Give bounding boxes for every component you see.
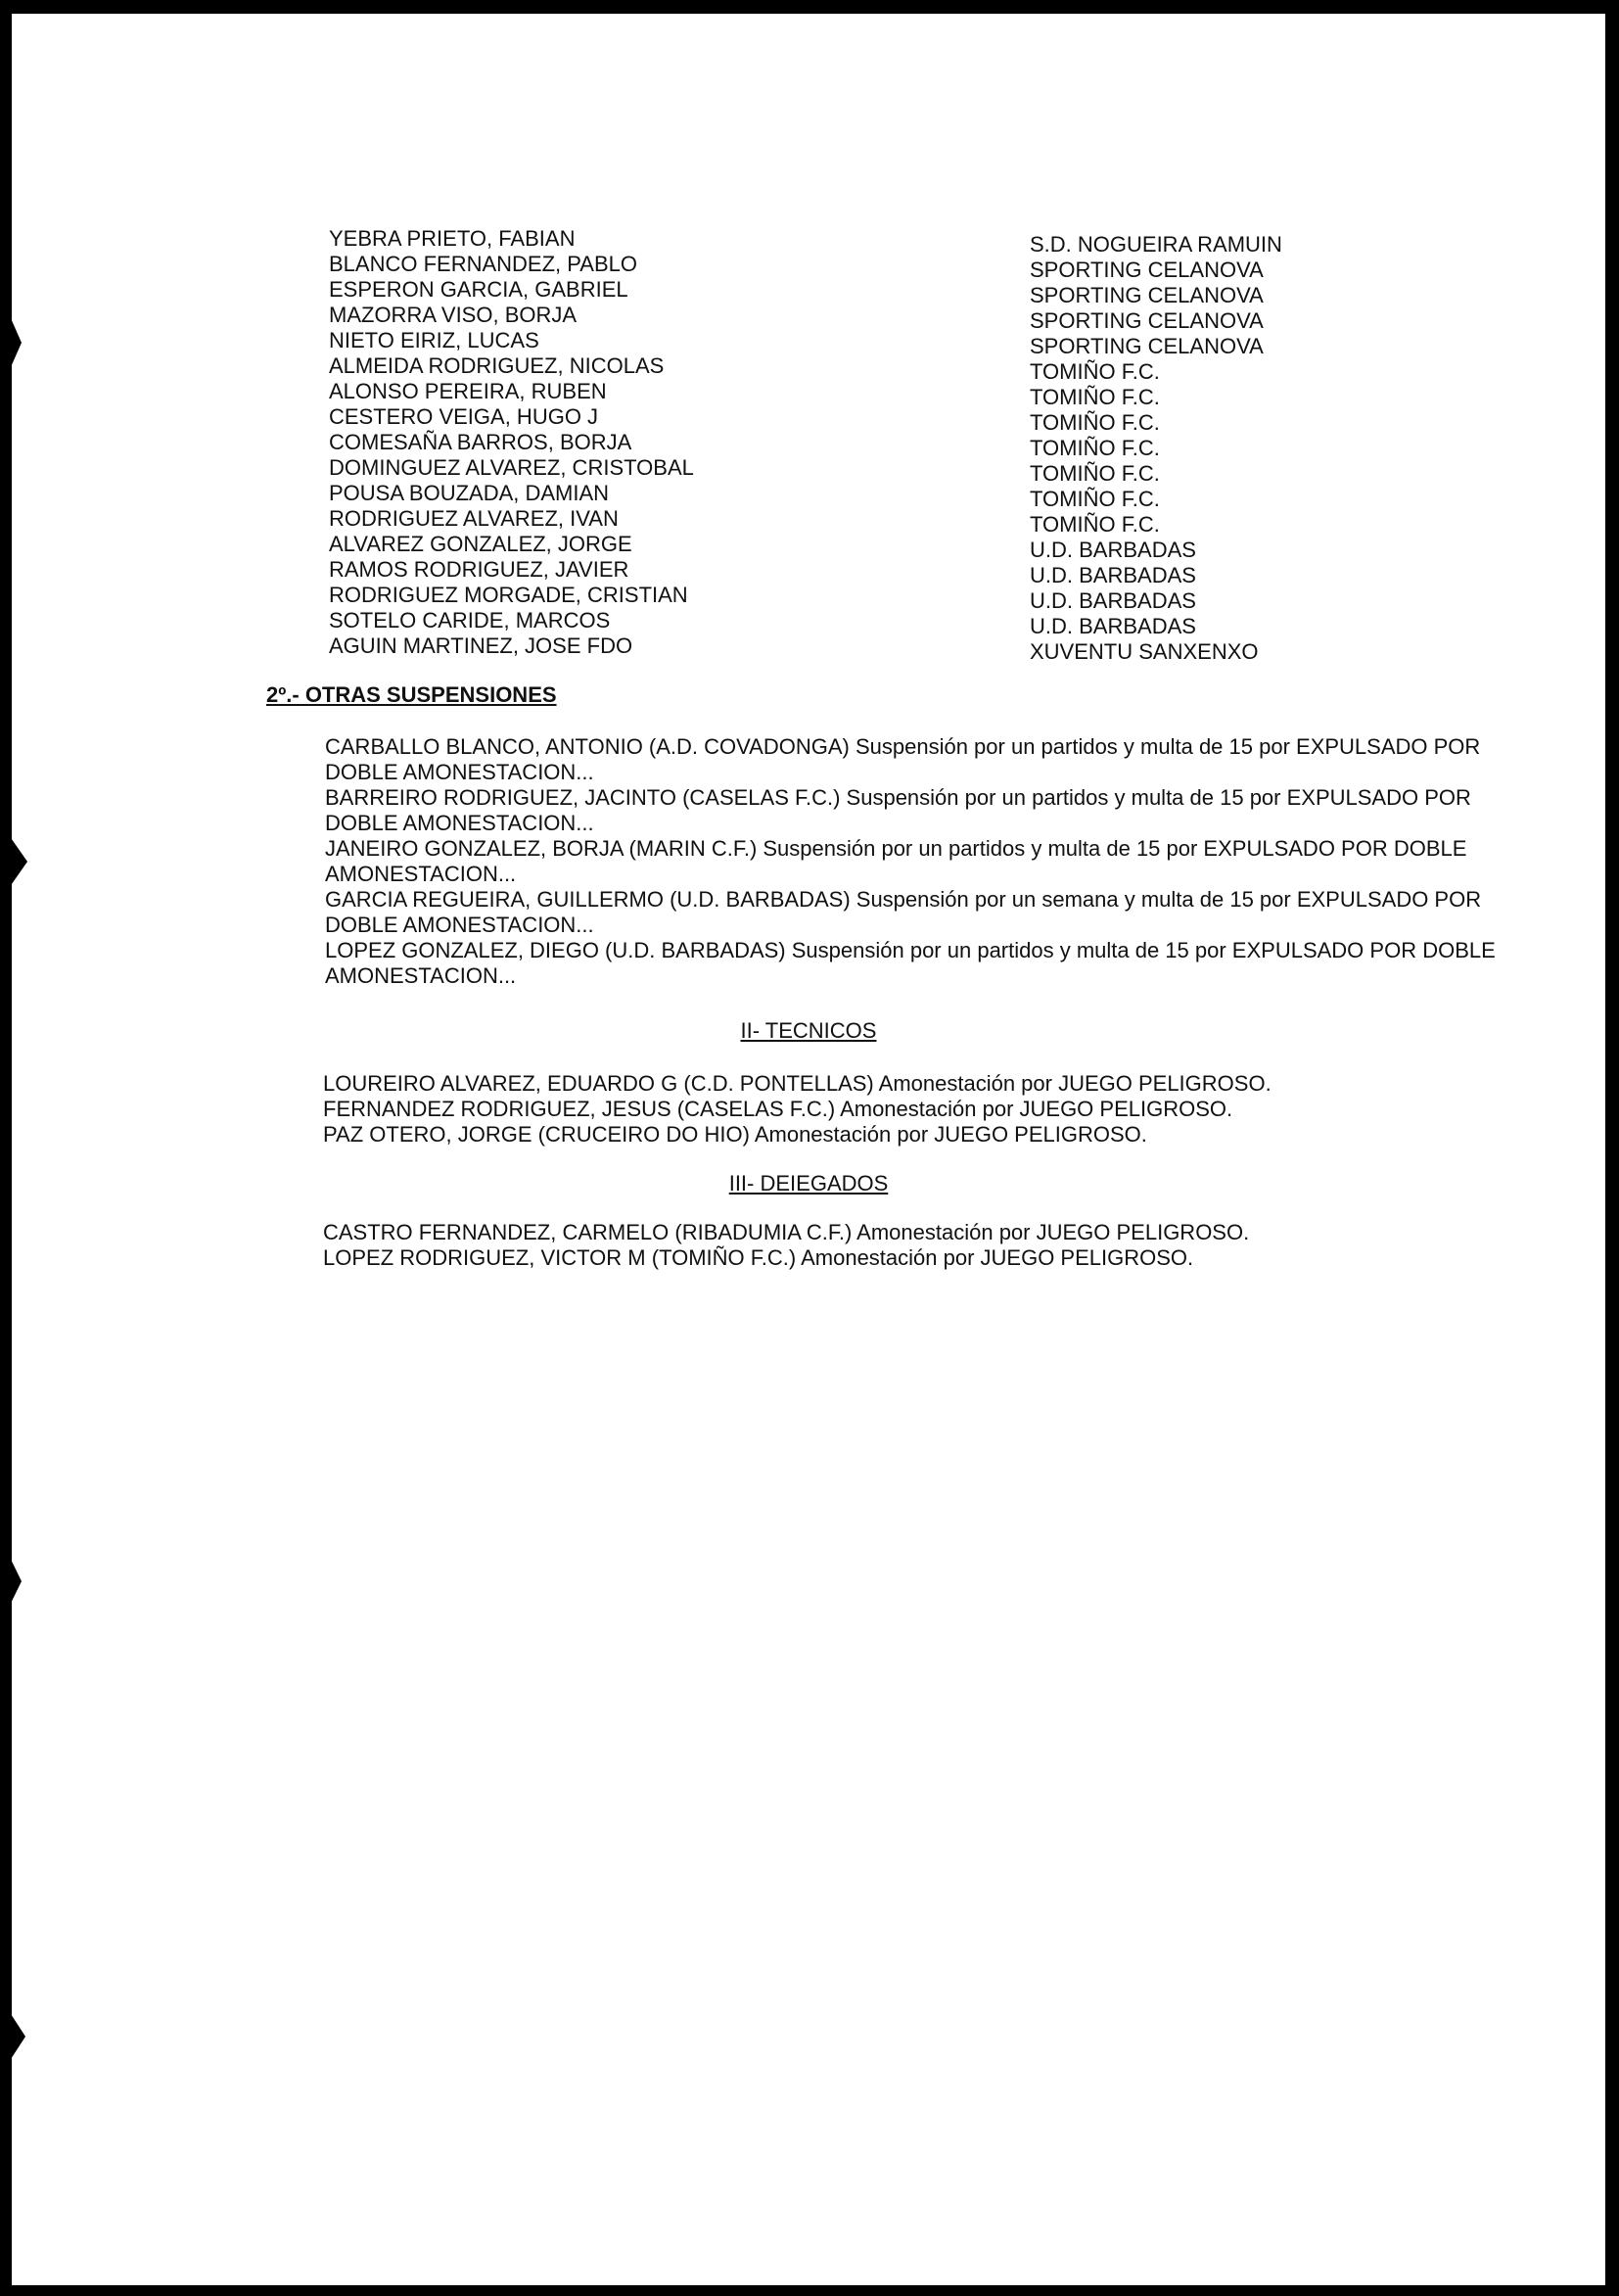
player-name: YEBRA PRIETO, FABIAN: [329, 226, 576, 251]
player-club: TOMIÑO F.C.: [1030, 359, 1160, 384]
player-club: TOMIÑO F.C.: [1030, 487, 1160, 511]
delegados-list: [323, 1220, 1249, 1271]
scan-edge-notch: [0, 294, 22, 392]
suspension-entry: GARCIA REGUEIRA, GUILLERMO (U.D. BARBADAS) Suspensión por un semana y multa de 15 por EXPULSADO POR DOBLE AMONESTACION...: [325, 887, 1482, 937]
player-name: SOTELO CARIDE, MARCOS: [329, 608, 611, 633]
player-club-list: [1030, 232, 1282, 665]
player-club: SPORTING CELANOVA: [1030, 334, 1264, 358]
otras-suspensiones-heading: 2º.- OTRAS SUSPENSIONES: [266, 682, 557, 707]
tecnico-entry: PAZ OTERO, JORGE (CRUCEIRO DO HIO) Amonestación por JUEGO PELIGROSO.: [323, 1122, 1147, 1147]
player-name: RODRIGUEZ ALVAREZ, IVAN: [329, 506, 619, 531]
player-club: U.D. BARBADAS: [1030, 563, 1196, 587]
player-club: SPORTING CELANOVA: [1030, 258, 1264, 282]
player-club: TOMIÑO F.C.: [1030, 410, 1160, 435]
player-name: COMESAÑA BARROS, BORJA: [329, 430, 632, 454]
player-club: U.D. BARBADAS: [1030, 538, 1196, 562]
player-name: ALONSO PEREIRA, RUBEN: [329, 379, 607, 403]
player-club: S.D. NOGUEIRA RAMUIN: [1030, 232, 1282, 257]
player-name: RAMOS RODRIGUEZ, JAVIER: [329, 557, 629, 582]
tecnico-entry: LOUREIRO ALVAREZ, EDUARDO G (C.D. PONTELLAS) Amonestación por JUEGO PELIGROSO.: [323, 1071, 1272, 1096]
scan-edge-notch: [0, 1537, 22, 1625]
player-name: AGUIN MARTINEZ, JOSE FDO: [329, 633, 633, 658]
player-name: ALMEIDA RODRIGUEZ, NICOLAS: [329, 353, 665, 378]
suspension-entry: BARREIRO RODRIGUEZ, JACINTO (CASELAS F.C.) Suspensión por un partidos y multa de 15 por EXPULSADO POR DOBLE AMONESTACION...: [325, 785, 1471, 835]
player-name: CESTERO VEIGA, HUGO J: [329, 404, 599, 429]
player-name: RODRIGUEZ MORGADE, CRISTIAN: [329, 583, 688, 607]
suspension-entry: CARBALLO BLANCO, ANTONIO (A.D. COVADONGA) Suspensión por un partidos y multa de 15 por EXPULSADO POR DOBLE AMONESTACION...: [325, 734, 1481, 784]
suspension-entry: JANEIRO GONZALEZ, BORJA (MARIN C.F.) Suspensión por un partidos y multa de 15 por EXPULSADO POR DOBLE AMONESTACION...: [325, 836, 1467, 886]
player-name: ALVAREZ GONZALEZ, JORGE: [329, 532, 632, 556]
player-name: POUSA BOUZADA, DAMIAN: [329, 481, 610, 505]
tecnico-entry: FERNANDEZ RODRIGUEZ, JESUS (CASELAS F.C.) Amonestación por JUEGO PELIGROSO.: [323, 1097, 1233, 1121]
document-page: [12, 14, 1605, 2285]
tecnicos-list: [323, 1071, 1272, 1148]
player-club: SPORTING CELANOVA: [1030, 308, 1264, 333]
player-club: U.D. BARBADAS: [1030, 614, 1196, 638]
player-club: TOMIÑO F.C.: [1030, 512, 1160, 537]
player-name: MAZORRA VISO, BORJA: [329, 303, 578, 327]
otras-suspensiones-list: [325, 734, 1539, 989]
scan-edge-notch: [0, 822, 27, 901]
player-club: SPORTING CELANOVA: [1030, 283, 1264, 307]
delegados-heading: III- DEIEGADOS: [728, 1171, 889, 1195]
player-club: TOMIÑO F.C.: [1030, 385, 1160, 409]
delegado-entry: LOPEZ RODRIGUEZ, VICTOR M (TOMIÑO F.C.) Amonestación por JUEGO PELIGROSO.: [323, 1245, 1194, 1270]
player-name: BLANCO FERNANDEZ, PABLO: [329, 252, 637, 276]
player-club: TOMIÑO F.C.: [1030, 436, 1160, 460]
player-name-list: [329, 226, 694, 659]
player-club: XUVENTU SANXENXO: [1030, 639, 1259, 664]
player-name: ESPERON GARCIA, GABRIEL: [329, 277, 628, 302]
delegado-entry: CASTRO FERNANDEZ, CARMELO (RIBADUMIA C.F.) Amonestación por JUEGO PELIGROSO.: [323, 1220, 1250, 1244]
player-name: DOMINGUEZ ALVAREZ, CRISTOBAL: [329, 455, 694, 480]
suspension-entry: LOPEZ GONZALEZ, DIEGO (U.D. BARBADAS) Suspensión por un partidos y multa de 15 por EXPULSADO POR DOBLE AMONESTACION...: [325, 938, 1496, 988]
tecnicos-heading: II- TECNICOS: [740, 1018, 877, 1043]
player-club: U.D. BARBADAS: [1030, 588, 1196, 613]
player-name: NIETO EIRIZ, LUCAS: [329, 328, 539, 352]
player-club: TOMIÑO F.C.: [1030, 461, 1160, 486]
scan-edge-notch: [0, 1997, 25, 2076]
